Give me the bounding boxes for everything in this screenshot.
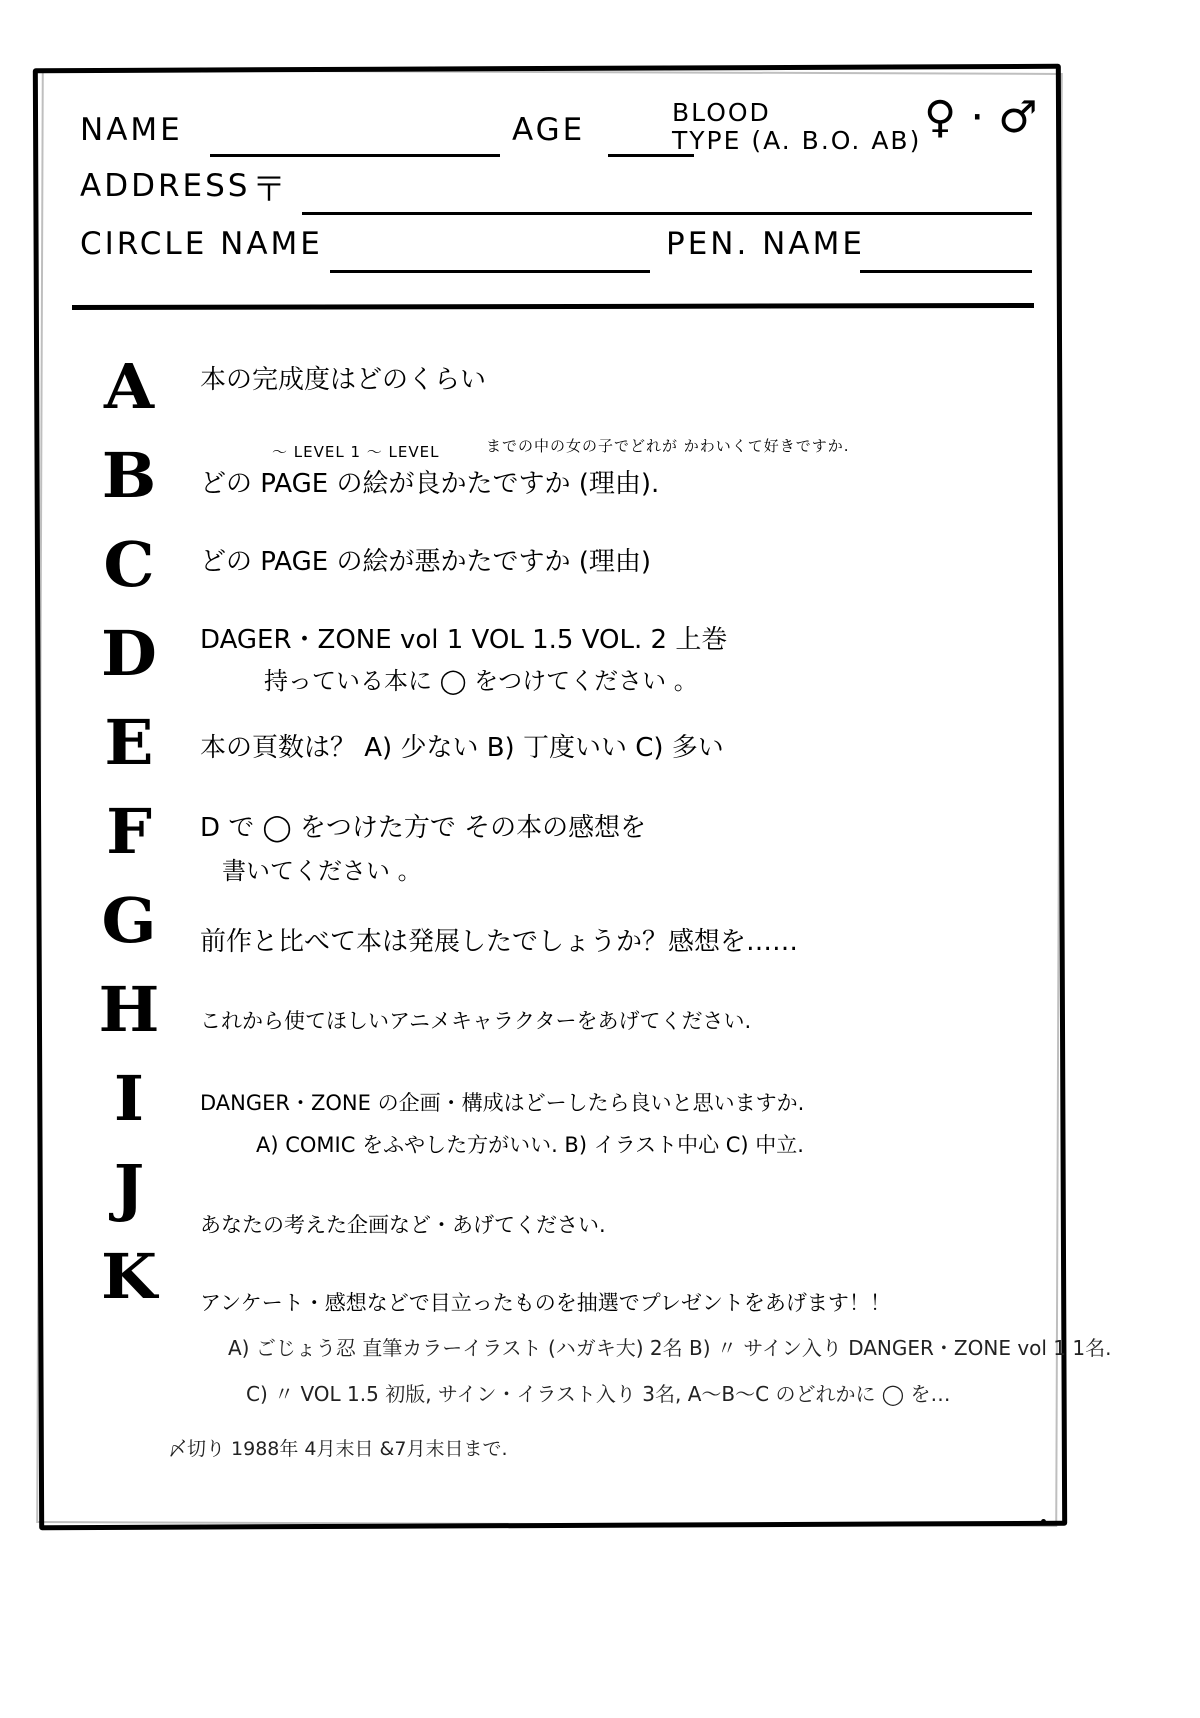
pen-name-input[interactable] — [860, 270, 1032, 273]
letter-g: G — [101, 884, 157, 957]
question-j-text: あなたの考えた企画など・あげてください. — [200, 1213, 606, 1237]
question-f-sub: 書いてください 。 — [222, 857, 422, 885]
circle-name-label: CIRCLE NAME — [80, 226, 323, 262]
question-c-text: どの PAGE の絵が悪かたですか (理由) — [200, 547, 652, 577]
deadline-text: 〆切り 1988年 4月末日 &7月末日まで. — [168, 1438, 508, 1460]
question-f-text: D で ◯ をつけた方で その本の感想を — [200, 813, 647, 843]
question-k-prize-a-b: A) ごじょう忍 直筆カラーイラスト (ハガキ大) 2名 B) 〃 サイン入り DANGER・ZONE vol 1 1名. — [228, 1336, 1112, 1360]
name-label: NAME — [80, 112, 183, 148]
letter-b: B — [101, 439, 157, 512]
question-h-text: これから使てほしいアニメキャラクターをあげてください. — [200, 1009, 752, 1033]
question-i-text: DANGER・ZONE の企画・構成はどーしたら良いと思いますか. — [200, 1091, 805, 1115]
address-input[interactable] — [302, 212, 1032, 215]
question-d-sub: 持っている本に ◯ をつけてください 。 — [264, 667, 698, 695]
postal-mark-icon: 〒 — [252, 170, 289, 210]
letter-c: C — [103, 528, 155, 601]
age-label: AGE — [512, 112, 586, 148]
page-dot-mark — [1041, 1519, 1046, 1524]
question-k-text: アンケート・感想などで目立ったものを抽選でプレゼントをあげます！！ — [200, 1291, 891, 1315]
letter-i: I — [113, 1062, 145, 1135]
header-fields — [62, 90, 1042, 312]
letter-a: A — [103, 350, 155, 423]
letter-k: K — [100, 1240, 158, 1313]
blood-label-line1: BLOOD — [672, 98, 771, 127]
letter-column — [74, 350, 184, 1335]
address-label: ADDRESS — [80, 168, 251, 204]
question-e-text: 本の頁数は？ A) 少ない B) 丁度いい C) 多い — [200, 733, 724, 763]
header-divider — [72, 303, 1034, 310]
question-k-prize-c: C) 〃 VOL 1.5 初版, サイン・イラスト入り 3名, A〜B〜C のどれかに ◯ を… — [246, 1382, 951, 1406]
letter-j: J — [113, 1151, 145, 1224]
name-input[interactable] — [210, 154, 500, 157]
question-a-text: 本の完成度はどのくらい — [200, 365, 487, 395]
letter-d: D — [101, 617, 157, 690]
question-a-level-scale: ～ LEVEL 1 ～ LEVEL — [272, 443, 440, 461]
question-b-text: どの PAGE の絵が良かたですか (理由). — [200, 469, 660, 499]
letter-h: H — [98, 973, 160, 1046]
letter-f: F — [106, 795, 152, 868]
question-a-note: までの中の女の子でどれが かわいくて好きですか. — [486, 437, 850, 455]
gender-symbols[interactable]: ♀ · ♂ — [924, 92, 1038, 143]
circle-name-input[interactable] — [330, 270, 650, 273]
blood-label-line2: TYPE (A. B.O. AB) — [672, 126, 922, 155]
form-sheet — [36, 66, 1112, 1528]
question-i-options: A) COMIC をふやした方がいい. B) イラスト中心 C) 中立. — [256, 1133, 804, 1157]
question-d-text: DAGER・ZONE vol 1 VOL 1.5 VOL. 2 上巻 — [200, 625, 728, 655]
question-g-text: 前作と比べて本は発展したでしょうか？感想を…… — [200, 927, 799, 957]
pen-name-label: PEN. NAME — [666, 226, 865, 262]
letter-e: E — [104, 706, 154, 779]
